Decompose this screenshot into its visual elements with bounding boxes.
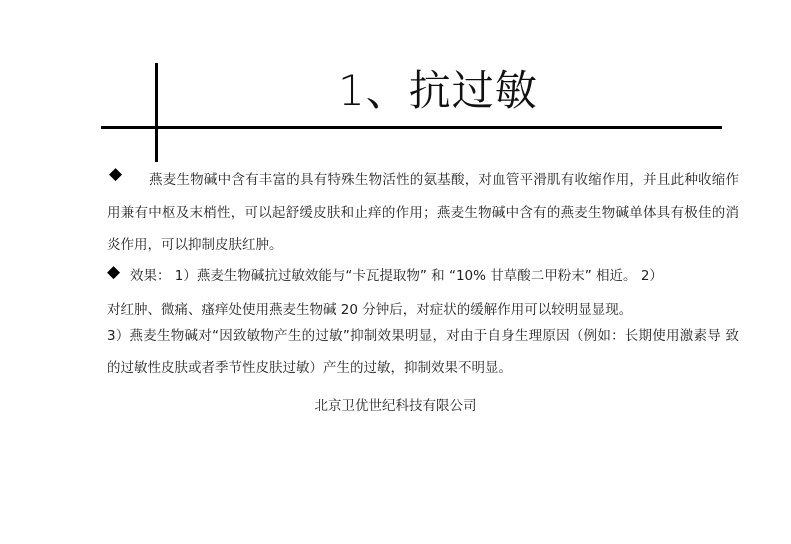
paragraph-anti-allergy-mechanism: 燕麦生物碱中含有丰富的具有特殊生物活性的氨基酸，对血管平滑肌有收缩作用，并且此种收缩作用兼有中枢及末梢性，可以起舒缓皮肤和止痒的作用；燕麦生物碱中含有的燕麦生物碱单体具有极佳的消炎作用，可以抑制皮肤红肿。 [107,172,739,253]
company-name: 北京卫优世纪科技有限公司 [314,398,477,414]
page-title: 1、抗过敏 [338,66,538,115]
vertical-rule [155,63,158,162]
effect-line-1: 效果： 1）燕麦生物碱抗过敏效能与“卡瓦提取物” 和 “10% 甘草酸二甲粉末” 相近。 2） [130,268,663,284]
horizontal-rule [101,126,722,129]
diamond-bullet-icon: ◆ [109,164,123,184]
effect-line-2: 对红肿、微痛、瘙痒处使用燕麦生物碱 20 分钟后，对症状的缓解作用可以较明显显现。 [107,302,633,318]
paragraph-effect-3: 3）燕麦生物碱对“因致敏物产生的过敏”抑制效果明显，对由于自身生理原因（例如：长期使用激素导 致的过敏性皮肤或者季节性皮肤过敏）产生的过敏，抑制效果不明显。 [107,328,739,376]
diamond-bullet-icon: ◆ [107,262,121,282]
